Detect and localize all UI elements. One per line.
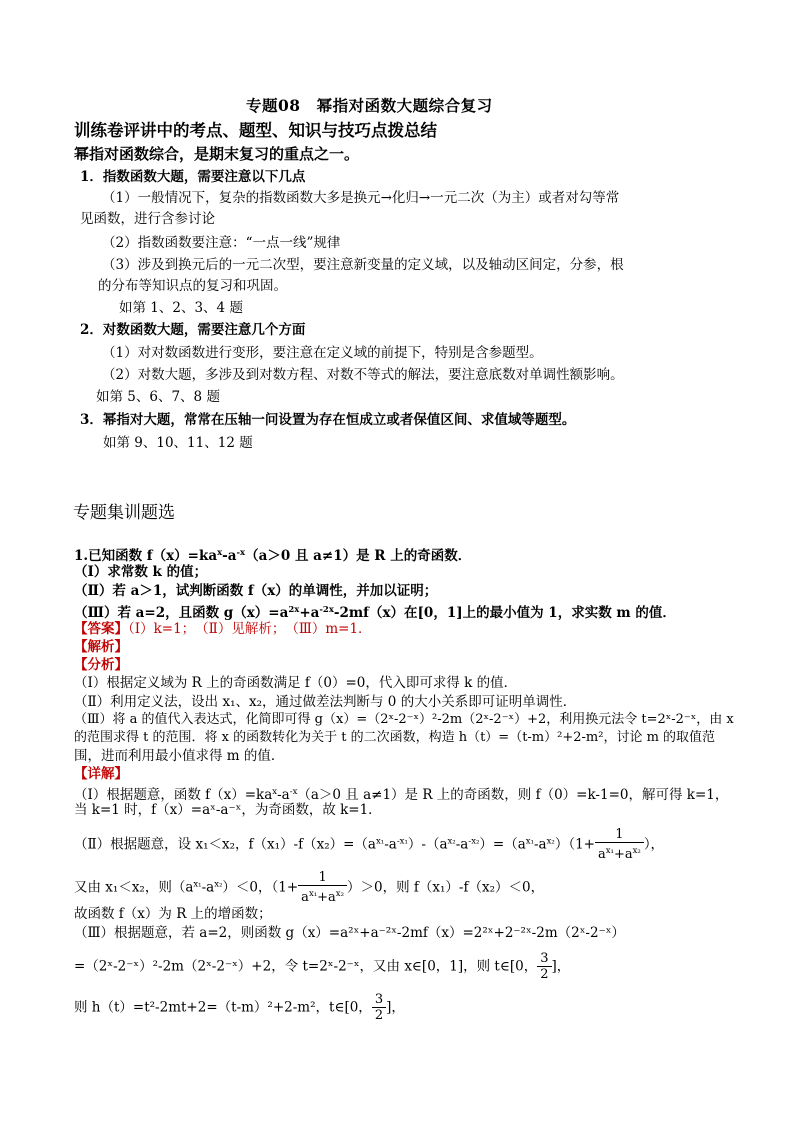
analysis-text: （Ⅱ）利用定义法，设出 x₁、x₂，通过做差法判断与 0 的大小关系即可证明单调性． [74, 694, 577, 710]
analysis-text: 的范围求得 t 的范围．将 x 的函数转化为关于 t 的二次函数，构造 h（t）=（t-m）²+2-m²，讨论 m 的取值范 [74, 730, 716, 745]
summary-text: （2）指数函数要注意：“一点一线”规律 [102, 235, 341, 251]
summary-text: （1）一般情况下，复杂的指数函数大多是换元→化归→一元二次（为主）或者对勾等常 [102, 190, 620, 206]
problem-stem: 1.已知函数 $f(x)=ka^x-a^{-x}(a>0$ 且 a≠1）是 R 上的奇函数． [74, 548, 472, 564]
analysis-text: （Ⅰ）根据定义域为 R 上的奇函数满足 f（0）=0，代入即可求得 k 的值． [74, 675, 518, 691]
detail-text: 当 k=1 时，f（x）=aˣ-a⁻ˣ，为奇函数，故 k=1． [74, 802, 382, 818]
section-title: 专题集训题选 [73, 503, 175, 523]
answer-tag: 【答案】 [74, 621, 128, 637]
summary-text: （2）对数大题，多涉及到对数方程、对数不等式的解法，要注意底数对单调性额影响。 [102, 367, 624, 383]
analysis-tag: 【解析】 [74, 639, 128, 655]
summary-reference: 如第 9、10、11、12 题 [103, 435, 253, 451]
analysis-text: 围，进而利用最小值求得 m 的值． [74, 748, 285, 764]
fraction: $\frac{1}{a^{x_1}+a^{x_2}}$ [298, 871, 347, 905]
problem-part-2: （Ⅱ）若 a＞1，试判断函数 f（x）的单调性，并加以证明； [74, 583, 438, 599]
summary-heading-3: 3．幂指对大题，常常在压轴一问设置为存在恒成立或者保值区间、求值域等题型。 [80, 412, 576, 428]
summary-heading-1: 1．指数函数大题，需要注意以下几点 [80, 169, 306, 185]
analysis-text: （Ⅲ）将 a 的值代入表达式，化简即可得 g（x）=（2ˣ-2⁻ˣ）²-2m（2ˣ-2⁻ˣ）+2，利用换元法令 t=2ˣ-2⁻ˣ，由 x [74, 712, 734, 727]
summary-text: 见函数，进行含参讨论 [80, 211, 215, 227]
detail-text: 则 h（t）=t²-2mt+2=（t-m）²+2-m²，t∈[0， $\frac{3}{2}$ ]， [74, 992, 405, 1023]
detail-text: =（2ˣ-2⁻ˣ）²-2m（2ˣ-2⁻ˣ）+2，令 t=2ˣ-2⁻ˣ，又由 x∈[0，1]，则 t∈[0， $\frac{3}{2}$ ]， [74, 951, 571, 982]
detail-text: 故函数 f（x）为 R 上的增函数； [74, 906, 272, 922]
intro-line: 幂指对函数综合，是期末复习的重点之一。 [74, 145, 360, 163]
summary-text: 的分布等知识点的复习和巩固。 [98, 278, 287, 294]
page-subtitle: 训练卷评讲中的考点、题型、知识与技巧点拨总结 [74, 121, 437, 140]
detail-tag: 【详解】 [74, 766, 128, 782]
detail-text: （Ⅲ）根据题意，若 a=2，则函数 g（x）=a²ˣ+a⁻²ˣ-2mf（x）=2²ˣ+2⁻²ˣ-2m（2ˣ-2⁻ˣ） [74, 925, 625, 941]
detail-text: （Ⅱ）根据题意，设 x₁＜x₂，$f(x_1)-f(x_2)=(a^{x_1}-a^{-x_1})-(a^{x_2}-a^{-x_2})=(a^{x_1}-a^{x_2})(1+$ $\frac{1}{a^{x_1}+a^{x_2}}$ ）， [74, 827, 665, 862]
summary-text: （1）对对数函数进行变形，要注意在定义域的前提下，特别是含参题型。 [102, 345, 543, 361]
problem-part-3: （Ⅲ）若 a=2，且函数 $g(x)=a^{2x}+a^{-2x}-2mf(x)$在[0，1]上的最小值为 1，求实数 m 的值． [74, 605, 676, 621]
fenxi-tag: 【分析】 [74, 657, 128, 673]
problem-part-1: （Ⅰ）求常数 k 的值； [74, 564, 208, 580]
summary-text: （3）涉及到换元后的一元二次型，要注意新变量的定义域，以及轴动区间定，分参，根 [102, 257, 624, 273]
fraction: $\frac{3}{2}$ [537, 952, 551, 982]
fraction: $\frac{1}{a^{x_1}+a^{x_2}}$ [595, 828, 644, 862]
summary-reference: 如第 5、6、7、8 题 [96, 389, 220, 405]
summary-reference: 如第 1、2、3、4 题 [119, 300, 243, 316]
answer-line: 【答案】（Ⅰ）k=1； （Ⅱ）见解析； （Ⅲ）m=1． [74, 621, 372, 637]
fraction: $\frac{3}{2}$ [372, 993, 386, 1023]
detail-text: 又由 x₁＜x₂，则$(a^{x_1}-a^{x_2})<0$，（1+ $\frac{1}{a^{x_1}+a^{x_2}}$ ）＞0，则 f（x₁）-f（x₂）＜0， [74, 870, 545, 905]
page-title: 专题08 幂指对函数大题综合复习 [246, 96, 493, 115]
detail-text: （Ⅰ）根据题意，函数 $f(x)=ka^x-a^{-x}(a>0$ 且 a≠1）是 R 上的奇函数，则 f（0）=k-1=0，解可得 k=1， [74, 787, 729, 803]
summary-heading-2: 2．对数函数大题，需要注意几个方面 [80, 322, 306, 338]
